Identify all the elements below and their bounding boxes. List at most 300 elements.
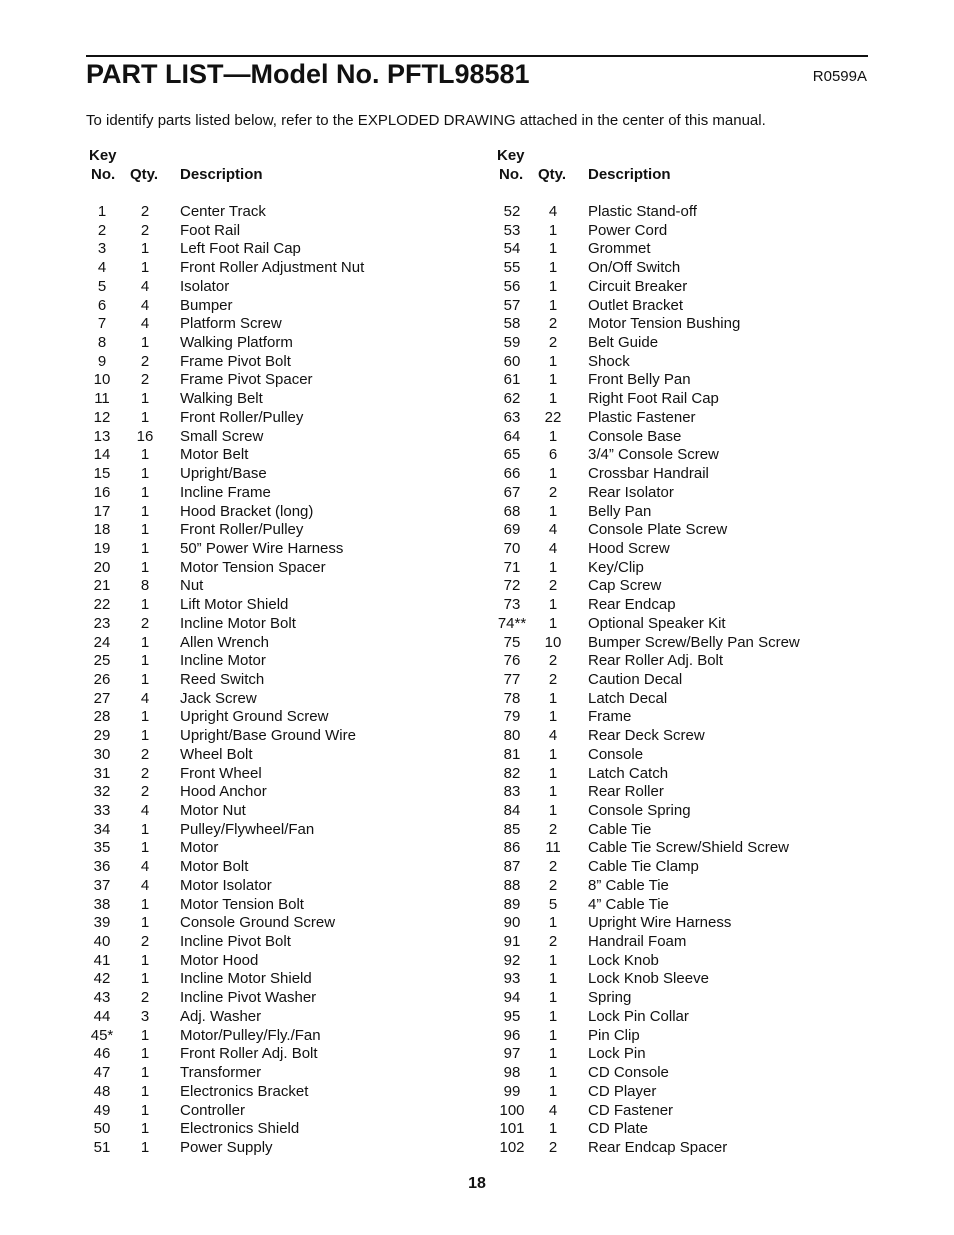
part-quantity: 1 <box>548 1082 558 1100</box>
part-quantity: 1 <box>140 465 150 483</box>
part-row <box>86 240 466 259</box>
part-description: Frame <box>588 708 632 726</box>
part-key-number: 88 <box>503 876 521 894</box>
part-quantity: 1 <box>140 633 150 651</box>
part-description: Handrail Foam <box>588 933 687 951</box>
part-description: Console Plate Screw <box>588 521 728 539</box>
part-key-number: 85 <box>503 820 521 838</box>
part-row <box>494 952 874 971</box>
part-row <box>494 634 874 653</box>
part-description: Console <box>588 745 644 763</box>
part-quantity: 1 <box>140 259 150 277</box>
part-description: Motor Belt <box>180 446 249 464</box>
part-quantity: 1 <box>140 839 150 857</box>
part-key-number: 100 <box>499 1101 525 1119</box>
header-no: No. <box>91 166 116 183</box>
part-description: Lock Pin <box>588 1045 646 1063</box>
part-description: Shock <box>588 352 630 370</box>
part-quantity: 1 <box>140 483 150 501</box>
part-key-number: 99 <box>503 1082 521 1100</box>
part-key-number: 57 <box>503 296 521 314</box>
part-key-number: 65 <box>503 446 521 464</box>
part-row <box>494 970 874 989</box>
part-quantity: 1 <box>140 408 150 426</box>
part-row <box>86 952 466 971</box>
part-key-number: 77 <box>503 670 521 688</box>
part-description: Incline Pivot Bolt <box>180 933 291 951</box>
part-quantity: 2 <box>548 820 558 838</box>
part-key-number: 89 <box>503 895 521 913</box>
part-description: Pin Clip <box>588 1026 640 1044</box>
part-key-number: 82 <box>503 764 521 782</box>
part-quantity: 4 <box>548 521 558 539</box>
part-quantity: 1 <box>548 352 558 370</box>
part-description: Rear Endcap Spacer <box>588 1138 728 1156</box>
part-key-number: 61 <box>503 371 521 389</box>
part-key-number: 20 <box>93 558 111 576</box>
part-row <box>86 1064 466 1083</box>
part-quantity: 1 <box>548 1064 558 1082</box>
part-quantity: 4 <box>140 689 150 707</box>
part-row <box>86 802 466 821</box>
part-quantity: 1 <box>548 465 558 483</box>
part-key-number: 17 <box>93 502 111 520</box>
page-title: PART LIST—Model No. PFTL98581 <box>86 59 530 89</box>
part-quantity: 1 <box>548 989 558 1007</box>
part-key-number: 15 <box>93 465 111 483</box>
part-description: Console Ground Screw <box>180 914 336 932</box>
part-quantity: 1 <box>548 614 558 632</box>
part-key-number: 62 <box>503 390 521 408</box>
part-quantity: 1 <box>548 745 558 763</box>
part-key-number: 45* <box>90 1026 114 1044</box>
part-row <box>494 1064 874 1083</box>
part-description: 3/4” Console Screw <box>588 446 719 464</box>
parts-list-right <box>494 203 874 1158</box>
part-description: Plastic Stand-off <box>588 203 697 220</box>
part-description: Rear Deck Screw <box>588 727 705 745</box>
part-row <box>494 914 874 933</box>
part-row <box>494 521 874 540</box>
part-key-number: 32 <box>93 783 111 801</box>
part-key-number: 50 <box>93 1120 111 1138</box>
part-row <box>86 839 466 858</box>
part-description: Bumper Screw/Belly Pan Screw <box>588 633 800 651</box>
part-description: Hood Screw <box>588 539 670 557</box>
part-quantity: 1 <box>548 296 558 314</box>
part-quantity: 1 <box>140 895 150 913</box>
part-row <box>86 989 466 1008</box>
part-key-number: 25 <box>93 652 111 670</box>
part-quantity: 2 <box>140 933 150 951</box>
part-row <box>494 896 874 915</box>
part-quantity: 1 <box>140 914 150 932</box>
part-description: Rear Roller <box>588 783 664 801</box>
part-row <box>494 1027 874 1046</box>
part-key-number: 28 <box>93 708 111 726</box>
part-description: Transformer <box>180 1064 262 1082</box>
part-key-number: 1 <box>97 203 107 220</box>
part-quantity: 1 <box>548 1045 558 1063</box>
part-description: Motor Nut <box>180 802 246 819</box>
part-quantity: 1 <box>140 970 150 988</box>
part-quantity: 4 <box>140 296 150 314</box>
part-key-number: 30 <box>93 745 111 763</box>
part-key-number: 4 <box>97 259 107 277</box>
part-key-number: 49 <box>93 1101 111 1119</box>
part-description: Controller <box>180 1101 246 1119</box>
part-quantity: 1 <box>548 596 558 614</box>
part-key-number: 96 <box>503 1026 521 1044</box>
part-description: Walking Belt <box>180 390 263 408</box>
part-key-number: 26 <box>93 670 111 688</box>
part-key-number: 69 <box>503 521 521 539</box>
part-row <box>86 334 466 353</box>
part-row <box>86 315 466 334</box>
part-row <box>494 484 874 503</box>
part-quantity: 2 <box>140 352 150 370</box>
part-row <box>494 1102 874 1121</box>
part-quantity: 1 <box>140 1045 150 1063</box>
part-key-number: 24 <box>93 633 111 651</box>
part-quantity: 11 <box>545 839 561 857</box>
part-quantity: 1 <box>140 390 150 408</box>
part-key-number: 18 <box>93 521 111 539</box>
part-row <box>86 708 466 727</box>
part-description: Pulley/Flywheel/Fan <box>180 820 315 838</box>
part-row <box>494 540 874 559</box>
part-row <box>86 259 466 278</box>
part-description: Incline Motor <box>180 652 266 670</box>
part-description: Incline Motor Bolt <box>180 614 296 632</box>
part-description: Belly Pan <box>588 502 652 520</box>
part-key-number: 22 <box>93 596 111 614</box>
part-key-number: 80 <box>503 727 521 745</box>
part-key-number: 12 <box>93 408 111 426</box>
part-row <box>86 409 466 428</box>
part-key-number: 81 <box>503 745 521 763</box>
part-description: 8” Cable Tie <box>588 876 669 894</box>
part-description: Grommet <box>588 240 651 258</box>
part-quantity: 1 <box>548 951 558 969</box>
part-quantity: 4 <box>548 727 558 745</box>
part-description: Caution Decal <box>588 670 683 688</box>
part-description: Front Roller Adjustment Nut <box>180 259 365 277</box>
part-key-number: 83 <box>503 783 521 801</box>
part-row <box>86 896 466 915</box>
part-row <box>494 1008 874 1027</box>
part-quantity: 1 <box>548 783 558 801</box>
part-row <box>494 652 874 671</box>
part-key-number: 13 <box>93 427 111 445</box>
part-description: Incline Frame <box>180 483 271 501</box>
part-description: Hood Anchor <box>180 783 267 801</box>
part-description: Crossbar Handrail <box>588 465 709 483</box>
header-no: No. <box>499 166 524 183</box>
part-key-number: 72 <box>503 577 521 595</box>
part-row <box>86 1008 466 1027</box>
part-key-number: 6 <box>97 296 107 314</box>
part-quantity: 1 <box>140 446 150 464</box>
part-row <box>86 783 466 802</box>
part-row <box>494 559 874 578</box>
part-quantity: 2 <box>548 876 558 894</box>
header-description: Description <box>180 166 263 183</box>
part-row <box>494 746 874 765</box>
part-quantity: 1 <box>548 1026 558 1044</box>
part-key-number: 31 <box>93 764 111 782</box>
part-row <box>86 671 466 690</box>
part-row <box>86 746 466 765</box>
part-key-number: 3 <box>97 240 107 258</box>
part-row <box>86 353 466 372</box>
part-key-number: 19 <box>93 539 111 557</box>
part-quantity: 1 <box>140 1082 150 1100</box>
part-key-number: 16 <box>93 483 111 501</box>
part-key-number: 29 <box>93 727 111 745</box>
part-quantity: 1 <box>140 240 150 258</box>
part-row <box>86 222 466 241</box>
part-key-number: 7 <box>97 315 107 333</box>
parts-list-left <box>86 203 466 1158</box>
part-quantity: 1 <box>548 558 558 576</box>
part-key-number: 9 <box>97 352 107 370</box>
part-description: Upright/Base <box>180 465 267 483</box>
part-key-number: 37 <box>93 876 111 894</box>
part-key-number: 44 <box>93 1007 111 1025</box>
part-description: Motor/Pulley/Fly./Fan <box>180 1026 321 1044</box>
part-description: Belt Guide <box>588 334 659 352</box>
part-row <box>494 334 874 353</box>
part-description: Motor Hood <box>180 951 259 969</box>
part-quantity: 1 <box>140 1138 150 1156</box>
part-description: Cap Screw <box>588 577 662 595</box>
part-row <box>494 690 874 709</box>
part-description: Reed Switch <box>180 670 265 688</box>
part-description: Rear Endcap <box>588 596 676 614</box>
part-row <box>494 596 874 615</box>
part-quantity: 1 <box>140 727 150 745</box>
part-row <box>494 877 874 896</box>
part-key-number: 70 <box>503 539 521 557</box>
part-description: Upright Wire Harness <box>588 914 732 932</box>
part-key-number: 48 <box>93 1082 111 1100</box>
part-row <box>494 1045 874 1064</box>
part-description: Electronics Bracket <box>180 1082 309 1100</box>
part-description: Incline Pivot Washer <box>180 989 317 1007</box>
part-description: Console Base <box>588 427 682 445</box>
part-row <box>494 222 874 241</box>
part-description: Nut <box>180 577 204 595</box>
part-row <box>86 1120 466 1139</box>
part-key-number: 94 <box>503 989 521 1007</box>
part-description: Bumper <box>180 296 233 314</box>
part-row <box>494 783 874 802</box>
part-row <box>86 521 466 540</box>
part-key-number: 101 <box>499 1120 525 1138</box>
part-description: 50” Power Wire Harness <box>180 539 344 557</box>
part-row <box>494 839 874 858</box>
part-key-number: 27 <box>93 689 111 707</box>
part-quantity: 1 <box>140 708 150 726</box>
part-quantity: 1 <box>548 689 558 707</box>
part-description: Spring <box>588 989 632 1007</box>
part-description: Lock Pin Collar <box>588 1007 689 1025</box>
part-description: Motor Tension Spacer <box>180 558 326 576</box>
part-quantity: 2 <box>140 745 150 763</box>
part-quantity: 1 <box>548 277 558 295</box>
part-key-number: 41 <box>93 951 111 969</box>
part-description: Latch Decal <box>588 689 668 707</box>
part-key-number: 43 <box>93 989 111 1007</box>
header-qty: Qty. <box>538 166 567 183</box>
part-row <box>86 428 466 447</box>
part-row <box>494 671 874 690</box>
part-quantity: 2 <box>140 783 150 801</box>
part-description: Adj. Washer <box>180 1007 262 1025</box>
reference-code: R0599A <box>812 68 867 85</box>
part-description: Latch Catch <box>588 764 669 782</box>
part-description: Platform Screw <box>180 315 282 333</box>
part-row <box>86 933 466 952</box>
part-key-number: 38 <box>93 895 111 913</box>
part-description: Key/Clip <box>588 558 644 576</box>
part-key-number: 68 <box>503 502 521 520</box>
part-row <box>86 970 466 989</box>
part-quantity: 6 <box>548 446 558 464</box>
part-row <box>86 914 466 933</box>
part-key-number: 98 <box>503 1064 521 1082</box>
part-row <box>494 1120 874 1139</box>
part-description: Hood Bracket (long) <box>180 502 314 520</box>
part-key-number: 36 <box>93 858 111 876</box>
part-description: Motor <box>180 839 219 857</box>
part-description: Lock Knob Sleeve <box>588 970 709 988</box>
part-quantity: 2 <box>140 989 150 1007</box>
part-quantity: 8 <box>140 577 150 595</box>
part-key-number: 10 <box>93 371 111 389</box>
part-row <box>86 203 466 222</box>
part-key-number: 74** <box>497 614 527 632</box>
part-key-number: 52 <box>503 203 521 220</box>
part-row <box>86 1045 466 1064</box>
part-description: Cable Tie Screw/Shield Screw <box>588 839 789 857</box>
part-key-number: 66 <box>503 465 521 483</box>
part-key-number: 33 <box>93 802 111 819</box>
part-key-number: 75 <box>503 633 521 651</box>
part-key-number: 21 <box>93 577 111 595</box>
part-quantity: 1 <box>548 914 558 932</box>
part-row <box>86 615 466 634</box>
part-row <box>86 390 466 409</box>
part-row <box>494 240 874 259</box>
part-description: Jack Screw <box>180 689 257 707</box>
part-key-number: 90 <box>503 914 521 932</box>
part-quantity: 5 <box>548 895 558 913</box>
part-row <box>494 858 874 877</box>
part-row <box>86 727 466 746</box>
part-quantity: 1 <box>548 259 558 277</box>
part-key-number: 11 <box>94 390 110 408</box>
part-description: Motor Bolt <box>180 858 249 876</box>
part-description: Right Foot Rail Cap <box>588 390 719 408</box>
part-description: Lock Knob <box>588 951 659 969</box>
part-row <box>494 259 874 278</box>
part-description: Allen Wrench <box>180 633 269 651</box>
part-description: Left Foot Rail Cap <box>180 240 301 258</box>
part-row <box>86 278 466 297</box>
part-quantity: 2 <box>548 652 558 670</box>
part-quantity: 1 <box>140 1064 150 1082</box>
part-description: CD Plate <box>588 1120 649 1138</box>
part-quantity: 1 <box>140 558 150 576</box>
part-row <box>86 465 466 484</box>
part-row <box>86 1083 466 1102</box>
part-key-number: 87 <box>503 858 521 876</box>
part-key-number: 34 <box>93 820 111 838</box>
part-description: Front Belly Pan <box>588 371 691 389</box>
part-description: Wheel Bolt <box>180 745 253 763</box>
part-description: Motor Isolator <box>180 876 272 894</box>
part-key-number: 47 <box>93 1064 111 1082</box>
part-description: Motor Tension Bolt <box>180 895 304 913</box>
part-description: Power Supply <box>180 1138 273 1156</box>
part-row <box>86 540 466 559</box>
part-row <box>86 821 466 840</box>
part-description: On/Off Switch <box>588 259 681 277</box>
part-quantity: 1 <box>140 521 150 539</box>
part-description: Walking Platform <box>180 334 293 352</box>
part-key-number: 55 <box>503 259 521 277</box>
part-row <box>494 278 874 297</box>
parts-column-right <box>494 146 874 1156</box>
part-key-number: 39 <box>93 914 111 932</box>
part-row <box>494 409 874 428</box>
part-row <box>494 353 874 372</box>
part-description: CD Fastener <box>588 1101 674 1119</box>
part-key-number: 64 <box>503 427 521 445</box>
part-description: Electronics Shield <box>180 1120 300 1138</box>
part-key-number: 67 <box>503 483 521 501</box>
part-description: Front Roller/Pulley <box>180 521 304 539</box>
part-quantity: 1 <box>140 1120 150 1138</box>
part-key-number: 54 <box>503 240 521 258</box>
part-quantity: 4 <box>140 802 150 819</box>
part-row <box>86 596 466 615</box>
part-description: Upright Ground Screw <box>180 708 329 726</box>
part-key-number: 8 <box>97 334 107 352</box>
part-quantity: 2 <box>140 764 150 782</box>
part-row <box>86 652 466 671</box>
part-description: Plastic Fastener <box>588 408 696 426</box>
part-key-number: 91 <box>503 933 521 951</box>
part-quantity: 2 <box>548 334 558 352</box>
part-key-number: 40 <box>93 933 111 951</box>
part-row <box>494 465 874 484</box>
part-description: Cable Tie <box>588 820 652 838</box>
part-quantity: 22 <box>544 408 562 426</box>
part-row <box>86 297 466 316</box>
part-description: Optional Speaker Kit <box>588 614 726 632</box>
part-row <box>494 1083 874 1102</box>
part-description: Front Roller/Pulley <box>180 408 304 426</box>
part-row <box>86 484 466 503</box>
part-row <box>494 765 874 784</box>
part-description: Cable Tie Clamp <box>588 858 699 876</box>
part-row <box>494 727 874 746</box>
part-key-number: 78 <box>503 689 521 707</box>
part-row <box>494 933 874 952</box>
